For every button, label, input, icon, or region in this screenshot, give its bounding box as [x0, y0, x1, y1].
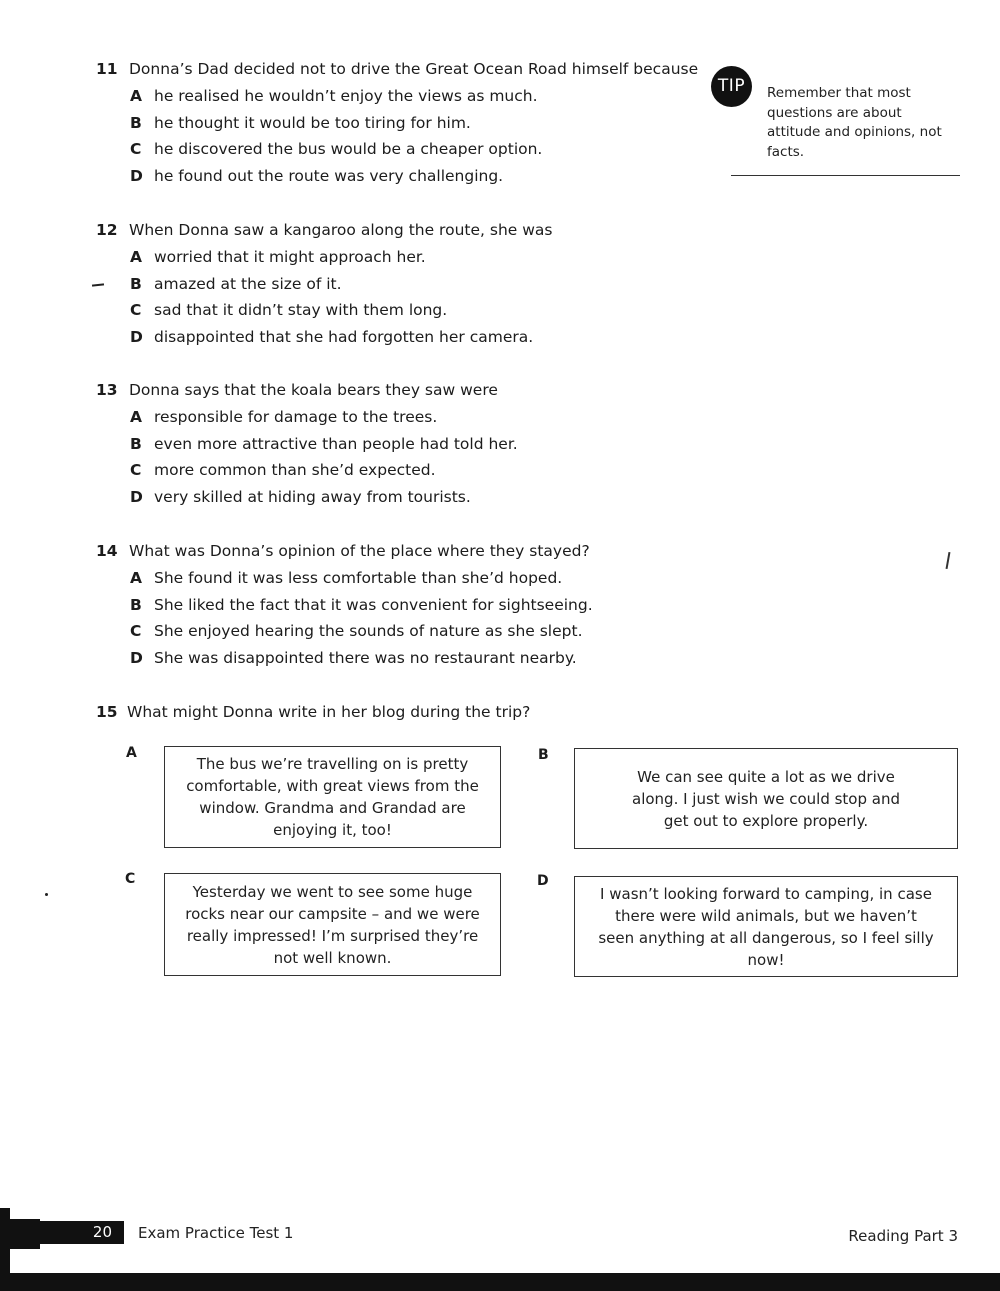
option-letter: C	[130, 622, 142, 640]
blog-option-letter-d: D	[537, 873, 549, 889]
footer-bar	[0, 1273, 1000, 1291]
option-d[interactable]	[96, 645, 686, 672]
blog-option-text: I wasn’t looking forward to camping, in case there were wild animals, but we haven’t seen anything at all dangerous, so I feel silly now!	[598, 884, 934, 969]
question-stem: What was Donna’s opinion of the place where they stayed?	[129, 542, 590, 560]
option-letter: D	[130, 648, 143, 667]
footer-section: Reading Part 3	[848, 1227, 958, 1245]
option-text: very skilled at hiding away from tourists.	[154, 487, 471, 506]
scan-dot	[45, 893, 48, 896]
option-b[interactable]	[96, 431, 686, 458]
option-letter: C	[130, 461, 142, 479]
blog-option-a[interactable]	[164, 746, 501, 848]
option-d[interactable]	[96, 484, 686, 511]
question-13	[96, 377, 686, 510]
option-letter: B	[130, 113, 142, 132]
blog-option-d[interactable]	[574, 876, 958, 977]
option-letter: D	[130, 327, 143, 346]
option-letter: C	[130, 140, 142, 158]
option-c[interactable]	[96, 136, 686, 163]
option-letter: B	[130, 274, 142, 293]
option-d[interactable]	[96, 324, 686, 351]
page-number: 20	[40, 1221, 124, 1244]
option-letter: A	[130, 87, 142, 105]
blog-option-text: Yesterday we went to see some huge rocks near our campsite – and we were really impressed! I’m surprised they’re not well known.	[185, 882, 480, 967]
blog-option-letter-c: C	[125, 871, 136, 887]
question-12	[96, 217, 686, 350]
footer-title: Exam Practice Test 1	[138, 1224, 294, 1242]
option-letter: D	[130, 166, 143, 185]
option-c[interactable]	[96, 618, 686, 645]
footer-tab	[10, 1219, 40, 1249]
option-text: disappointed that she had forgotten her camera.	[154, 327, 534, 346]
question-stem: When Donna saw a kangaroo along the route, she was	[129, 221, 553, 239]
question-number: 11	[96, 60, 118, 78]
blog-option-text: We can see quite a lot as we drive along. I just wish we could stop and get out to explore properly.	[632, 767, 900, 830]
scan-mark	[946, 552, 951, 569]
option-text: She was disappointed there was no restaurant nearby.	[154, 648, 577, 667]
option-text: he thought it would be too tiring for him.	[154, 113, 471, 132]
option-letter: B	[130, 434, 142, 453]
option-text: She enjoyed hearing the sounds of nature as she slept.	[154, 622, 583, 640]
option-letter: B	[130, 595, 142, 614]
option-text: sad that it didn’t stay with them long.	[154, 301, 448, 319]
option-letter: D	[130, 487, 143, 506]
option-c[interactable]	[96, 297, 686, 324]
option-b[interactable]	[96, 592, 686, 619]
option-a[interactable]	[96, 244, 686, 271]
option-text: She liked the fact that it was convenient for sightseeing.	[154, 595, 593, 614]
option-letter: A	[130, 569, 142, 587]
question-stem: What might Donna write in her blog during the trip?	[127, 703, 531, 721]
option-a[interactable]	[96, 565, 686, 592]
option-b[interactable]	[96, 110, 686, 137]
tip-text: Remember that most questions are about attitude and opinions, not facts.	[767, 85, 942, 160]
option-letter: A	[130, 248, 142, 266]
tip-divider	[731, 175, 960, 176]
tip-badge: TIP	[711, 66, 752, 107]
blog-option-letter-a: A	[126, 745, 137, 761]
footer-edge	[0, 1208, 10, 1276]
question-11	[96, 56, 699, 189]
option-text: responsible for damage to the trees.	[154, 408, 438, 426]
question-15	[96, 699, 686, 726]
option-letter: C	[130, 301, 142, 319]
question-number: 13	[96, 381, 118, 399]
option-text: She found it was less comfortable than she’d hoped.	[154, 569, 563, 587]
option-letter: A	[130, 408, 142, 426]
option-text: amazed at the size of it.	[154, 274, 342, 293]
option-a[interactable]	[96, 83, 686, 110]
option-d[interactable]	[96, 163, 686, 190]
option-b[interactable]	[96, 271, 686, 298]
option-text: he found out the route was very challenging.	[154, 166, 504, 185]
blog-option-b[interactable]	[574, 748, 958, 849]
question-stem: Donna’s Dad decided not to drive the Great Ocean Road himself because	[129, 60, 699, 78]
option-c[interactable]	[96, 457, 686, 484]
option-text: worried that it might approach her.	[154, 248, 426, 266]
option-text: even more attractive than people had told her.	[154, 434, 518, 453]
option-text: he discovered the bus would be a cheaper option.	[154, 140, 543, 158]
question-stem: Donna says that the koala bears they saw were	[129, 381, 498, 399]
option-text: more common than she’d expected.	[154, 461, 436, 479]
question-number: 15	[96, 703, 118, 721]
option-a[interactable]	[96, 404, 686, 431]
blog-option-c[interactable]	[164, 873, 501, 976]
question-14	[96, 538, 686, 671]
blog-option-text: The bus we’re travelling on is pretty comfortable, with great views from the window. Grandma and Grandad are enjoying it, too!	[186, 755, 479, 839]
question-number: 14	[96, 542, 118, 560]
option-text: he realised he wouldn’t enjoy the views as much.	[154, 87, 538, 105]
question-number: 12	[96, 221, 118, 239]
blog-option-letter-b: B	[538, 747, 549, 763]
